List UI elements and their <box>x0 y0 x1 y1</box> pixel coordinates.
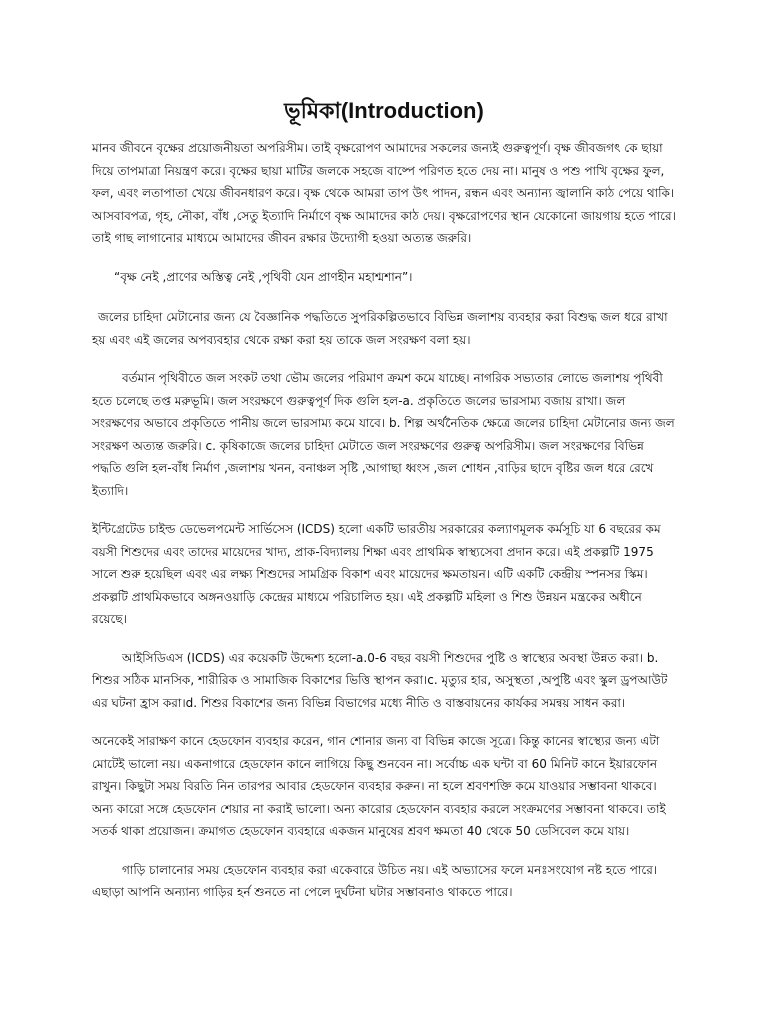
title-bengali: ভূমিকা <box>284 99 341 124</box>
spacer <box>92 631 676 647</box>
paragraph-driving-headphones: গাড়ি চালানোর সময় হেডফোন ব্যবহার করা একেবারে উচিত নয়। এই অভ্যাসের ফলে মনঃসংযোগ নষ্ট হতে পারে। এছাড়া আপনি অন্যান্য গাড়ির হর্ন শুনতে না পেলে দুর্ঘটনা ঘটার সম্ভাবনাও থাকতে পারে। <box>92 862 658 899</box>
title-english: (Introduction) <box>340 98 484 123</box>
spacer <box>92 502 676 518</box>
paragraph-water-conservation-definition: জলের চাহিদা মেটানোর জন্য যে বৈজ্ঞানিক পদ্ধতিতে সুপরিকল্পিতভাবে বিভিন্ন জলাশয় ব্যবহার করা বিশুদ্ধ জল ধরে রাখা হয় এবং এই জলের অপব্যবহার থেকে রক্ষা করা হয় তাকে জল সংরক্ষণ বলা হয়। <box>92 310 668 347</box>
quote-trees: “বৃক্ষ নেই ,প্রাণের অস্তিত্ব নেই ,পৃথিবী যেন প্রাণহীন মহাশ্মশান”। <box>114 269 413 284</box>
spacer <box>92 714 676 730</box>
paragraph-icds-objectives: আইসিডিএস (ICDS) এর কয়েকটি উদ্দেশ্য হলো-a.0-6 বছর বয়সী শিশুদের পুষ্টি ও স্বাস্থ্যের অবস্থা উন্নত করা। b. শিশুর সঠিক মানসিক, শারীরিক ও সামাজিক বিকাশের ভিত্তি স্থাপন করা।c. মৃত্যুর হার, অসুস্থতা ,অপুষ্টি এবং স্কুল ড্রপআউট এর ঘটনা হ্রাস করা।d. শিশুর বিকাশের জন্য বিভিন্ন বিভাগের মধ্যে নীতি ও বাস্তবায়নের কার্যকর সমন্বয় সাধন করা। <box>92 650 668 710</box>
spacer <box>92 250 676 266</box>
page-title <box>92 96 676 127</box>
paragraph-water-crisis: বর্তমান পৃথিবীতে জল সংকট তথা ভৌম জলের পরিমাণ ক্রমশ কমে যাচ্ছে। নাগরিক সভ্যতার লোভে জলাশয় পৃথিবী হতে চলেছে তপ্ত মরুভূমি। জল সংরক্ষণে গুরুত্বপূর্ণ দিক গুলি হল-a. প্রকৃতিতে জলের ভারসাম্য বজায় রাখা। জল সংরক্ষণের অভাবে প্রকৃতিতে পানীয় জলে ভারসাম্য কমে যাবে। b. শিল্প অর্থনৈতিক ক্ষেত্রে জলের চাহিদা মেটানোর জন্য জল সংরক্ষণ অত্যন্ত জরুরি। c. কৃষিকাজে জলের চাহিদা মেটাতে জল সংরক্ষণের গুরুত্ব অপরিসীম। জল সংরক্ষণের বিভিন্ন পদ্ধতি গুলি হল-বাঁধ নির্মাণ ,জলাশয় খনন, বনাঞ্চল সৃষ্টি ,আগাছা ধ্বংস ,জল শোধন ,বাড়ির ছাদে বৃষ্টির জল ধরে রেখে ইত্যাদি। <box>92 371 675 498</box>
paragraph-icds: ইন্টিগ্রেটেড চাইল্ড ডেভেলপমেন্ট সার্ভিসেস (ICDS) হলো একটি ভারতীয় সরকারের কল্যাণমূলক কর্মসূচি যা 6 বছরের কম বয়সী শিশুদের এবং তাদের মায়েদের খাদ্য, প্রাক-বিদ্যালয় শিক্ষা এবং প্রাথমিক স্বাস্থ্যসেবা প্রদান করে। এই প্রকল্পটি 1975 সালে শুরু হয়েছিল এবং এর লক্ষ্য শিশুদের সামগ্রিক বিকাশ এবং মায়েদের ক্ষমতায়ন। এটি একটি কেন্দ্রীয় স্পনসর স্কিম। প্রকল্পটি প্রাথমিকভাবে অঙ্গনওয়াড়ি কেন্দ্রের মাধ্যমে পরিচালিত হয়। এই প্রকল্পটি মহিলা ও শিশু উন্নয়ন মন্ত্রকের অধীনে রয়েছে। <box>92 522 661 626</box>
paragraph-trees: মানব জীবনে বৃক্ষের প্রয়োজনীয়তা অপরিসীম। তাই বৃক্ষরোপণ আমাদের সকলের জন্যই গুরুত্বপূর্ণ। বৃক্ষ জীবজগৎ কে ছায়া দিয়ে তাপমাত্রা নিয়ন্ত্রণ করে। বৃক্ষের ছায়া মাটির জলকে সহজে বাষ্পে পরিণত হতে দেয় না। মানুষ ও পশু পাখি বৃক্ষের ফুল, ফল, এবং লতাপাতা খেয়ে জীবনধারণ করে। বৃক্ষ থেকে আমরা তাপ উৎ পাদন, রন্ধন এবং অন্যান্য জ্বালানি কাঠ পেয়ে থাকি।আসবাবপত্র, গৃহ, নৌকা, বাঁধ ,সেতু ইত্যাদি নির্মাণে বৃক্ষ আমাদের কাঠ দেয়। বৃক্ষরোপণের স্থান যেকোনো জায়গায় হতে পারে। তাই গাছ লাগানোর মাধ্যমে আমাদের জীবন রক্ষার উদ্যোগী হওয়া অত্যন্ত জরুরি। <box>92 141 676 245</box>
paragraph-headphones: অনেকেই সারাক্ষণ কানে হেডফোন ব্যবহার করেন, গান শোনার জন্য বা বিভিন্ন কাজে সূত্রে। কিন্তু কানের স্বাস্থ্যের জন্য এটা মোটেই ভালো নয়। একনাগারে হেডফোন কানে লাগিয়ে কিছু শুনবেন না। সর্বোচ্চ এক ঘন্টা বা 60 মিনিট কানে ইয়ারফোন রাখুন। কিছুটা সময় বিরতি নিন তারপর আবার হেডফোন ব্যবহার করুন। না হলে শ্রবণশক্তি কমে যাওয়ার সম্ভাবনা থাকবে। অন্য কারো সঙ্গে হেডফোন শেয়ার না করাই ভালো। অন্য কারোর হেডফোন ব্যবহার করলে সংক্রমণের সম্ভাবনা থাকবে। তাই সতর্ক থাকা প্রয়োজন। ক্রমাগত হেডফোন ব্যবহারে একজন মানুষের শ্রবণ ক্ষমতা 40 থেকে 50 ডেসিবেল কমে যায়। <box>92 734 666 838</box>
spacer <box>92 288 676 306</box>
spacer <box>92 843 676 859</box>
spacer <box>92 351 676 367</box>
